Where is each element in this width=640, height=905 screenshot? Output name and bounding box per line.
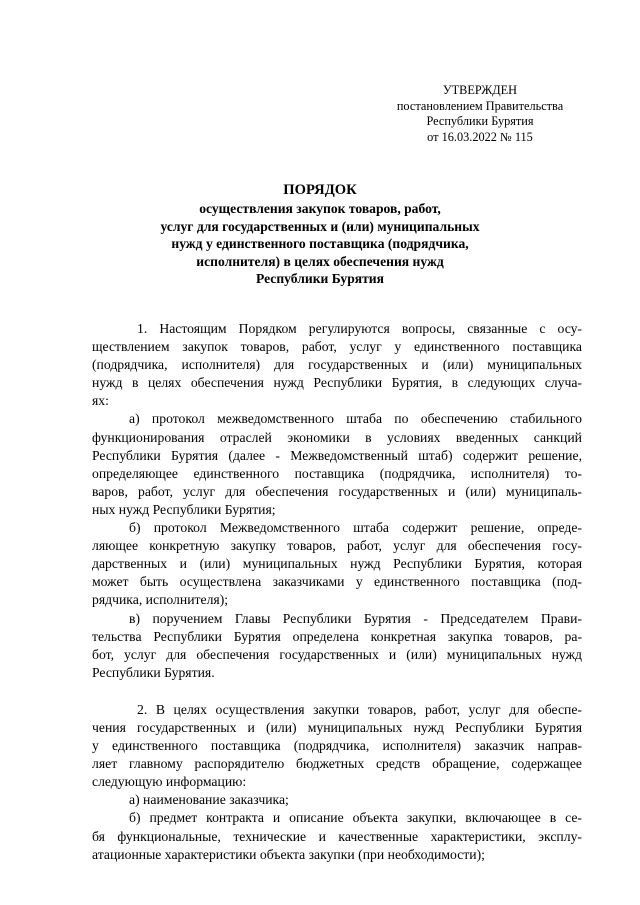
text-line: 2. В целях осуществления закупки товаров, работ, услуг для обеспе- bbox=[137, 701, 582, 717]
text-line: варов, работ, услуг для обеспечения государственных и (или) муниципаль- bbox=[92, 483, 582, 499]
paragraph-1a bbox=[92, 410, 582, 519]
paragraph-2 bbox=[92, 701, 582, 791]
text-line: бя функциональные, технические и качественные характеристики, эксплу- bbox=[92, 828, 582, 844]
text-line: а) наименование заказчика; bbox=[129, 792, 289, 808]
document-body bbox=[92, 320, 582, 864]
text-line: Республики Бурятия. bbox=[92, 664, 215, 680]
paragraph-1c bbox=[92, 610, 582, 682]
text-line: б) протокол Межведомственного штаба содержит решение, опреде- bbox=[129, 520, 582, 536]
paragraph-1 bbox=[92, 320, 582, 410]
paragraph-gap bbox=[92, 682, 582, 701]
text-line: определяющее единственного поставщика (подрядчика, исполнителя) то- bbox=[92, 465, 582, 481]
title-line: нужд у единственного поставщика (подрядчика, bbox=[171, 236, 469, 251]
text-line: б) предмет контракта и описание объекта закупки, включающее в се- bbox=[129, 810, 582, 826]
title-line: Республики Бурятия bbox=[255, 271, 384, 286]
approval-republic: Республики Бурятия bbox=[426, 114, 534, 129]
paragraph-2a bbox=[92, 791, 582, 809]
text-line: у единственного поставщика (подрядчика, исполнителя) заказчик направ- bbox=[92, 738, 582, 754]
text-line: бот, услуг для обеспечения государственных и (или) муниципальных нужд bbox=[92, 646, 582, 662]
text-line: чения государственных и (или) муниципальных нужд Республики Бурятия bbox=[92, 719, 582, 735]
paragraph-1b bbox=[92, 519, 582, 609]
text-line: 1. Настоящим Порядком регулируются вопросы, связанные с осу- bbox=[137, 321, 582, 336]
text-line: нужд в целях обеспечения нужд Республики Бурятия, в следующих случа- bbox=[92, 375, 582, 391]
text-line: ществлением закупок товаров, работ, услуг у единственного поставщика bbox=[92, 339, 582, 355]
approval-stamp bbox=[380, 83, 580, 145]
text-line: тельства Республики Бурятия определена конкретная закупка товаров, ра- bbox=[92, 628, 582, 644]
text-line: может быть осуществлена заказчиками у единственного поставщика (под- bbox=[92, 574, 582, 590]
text-line: в) поручением Главы Республики Бурятия - Председателем Прави- bbox=[129, 610, 582, 626]
approval-resolution: постановлением Правительства bbox=[396, 98, 564, 113]
text-line: ляет главному распорядителю бюджетных средств обращение, содержащее bbox=[92, 756, 582, 772]
text-line: Республики Бурятия (далее - Межведомственный штаб) содержит решение, bbox=[92, 447, 582, 463]
text-line: ях: bbox=[92, 393, 109, 409]
title-line: исполнителя) в целях обеспечения нужд bbox=[196, 253, 444, 269]
text-line: рядчика, исполнителя); bbox=[92, 592, 229, 608]
title-heading: ПОРЯДОК bbox=[283, 182, 357, 198]
text-line: ляющее конкретную закупку товаров, работ, услуг для обеспечения госу- bbox=[92, 538, 582, 554]
text-line: атационные характеристики объекта закупки (при необходимости); bbox=[92, 846, 485, 862]
paragraph-2b bbox=[92, 809, 582, 863]
text-line: ных нужд Республики Бурятия; bbox=[92, 501, 276, 517]
approval-date-number: от 16.03.2022 № 115 bbox=[427, 129, 533, 144]
text-line: дарственных и (или) муниципальных нужд Республики Бурятия, которая bbox=[92, 556, 582, 572]
text-line: следующую информацию: bbox=[92, 774, 247, 790]
title-line: осуществления закупок товаров, работ, bbox=[199, 201, 441, 216]
title-line: услуг для государственных и (или) муниципальных bbox=[160, 218, 480, 234]
approval-approved: УТВЕРЖДЕН bbox=[442, 83, 518, 97]
text-line: функционирования отраслей экономики в условиях введенных санкций bbox=[92, 429, 582, 445]
text-line: (подрядчика, исполнителя) для государственных и (или) муниципальных bbox=[92, 357, 582, 373]
text-line: а) протокол межведомственного штаба по обеспечению стабильного bbox=[129, 411, 582, 427]
document-title bbox=[60, 182, 580, 288]
